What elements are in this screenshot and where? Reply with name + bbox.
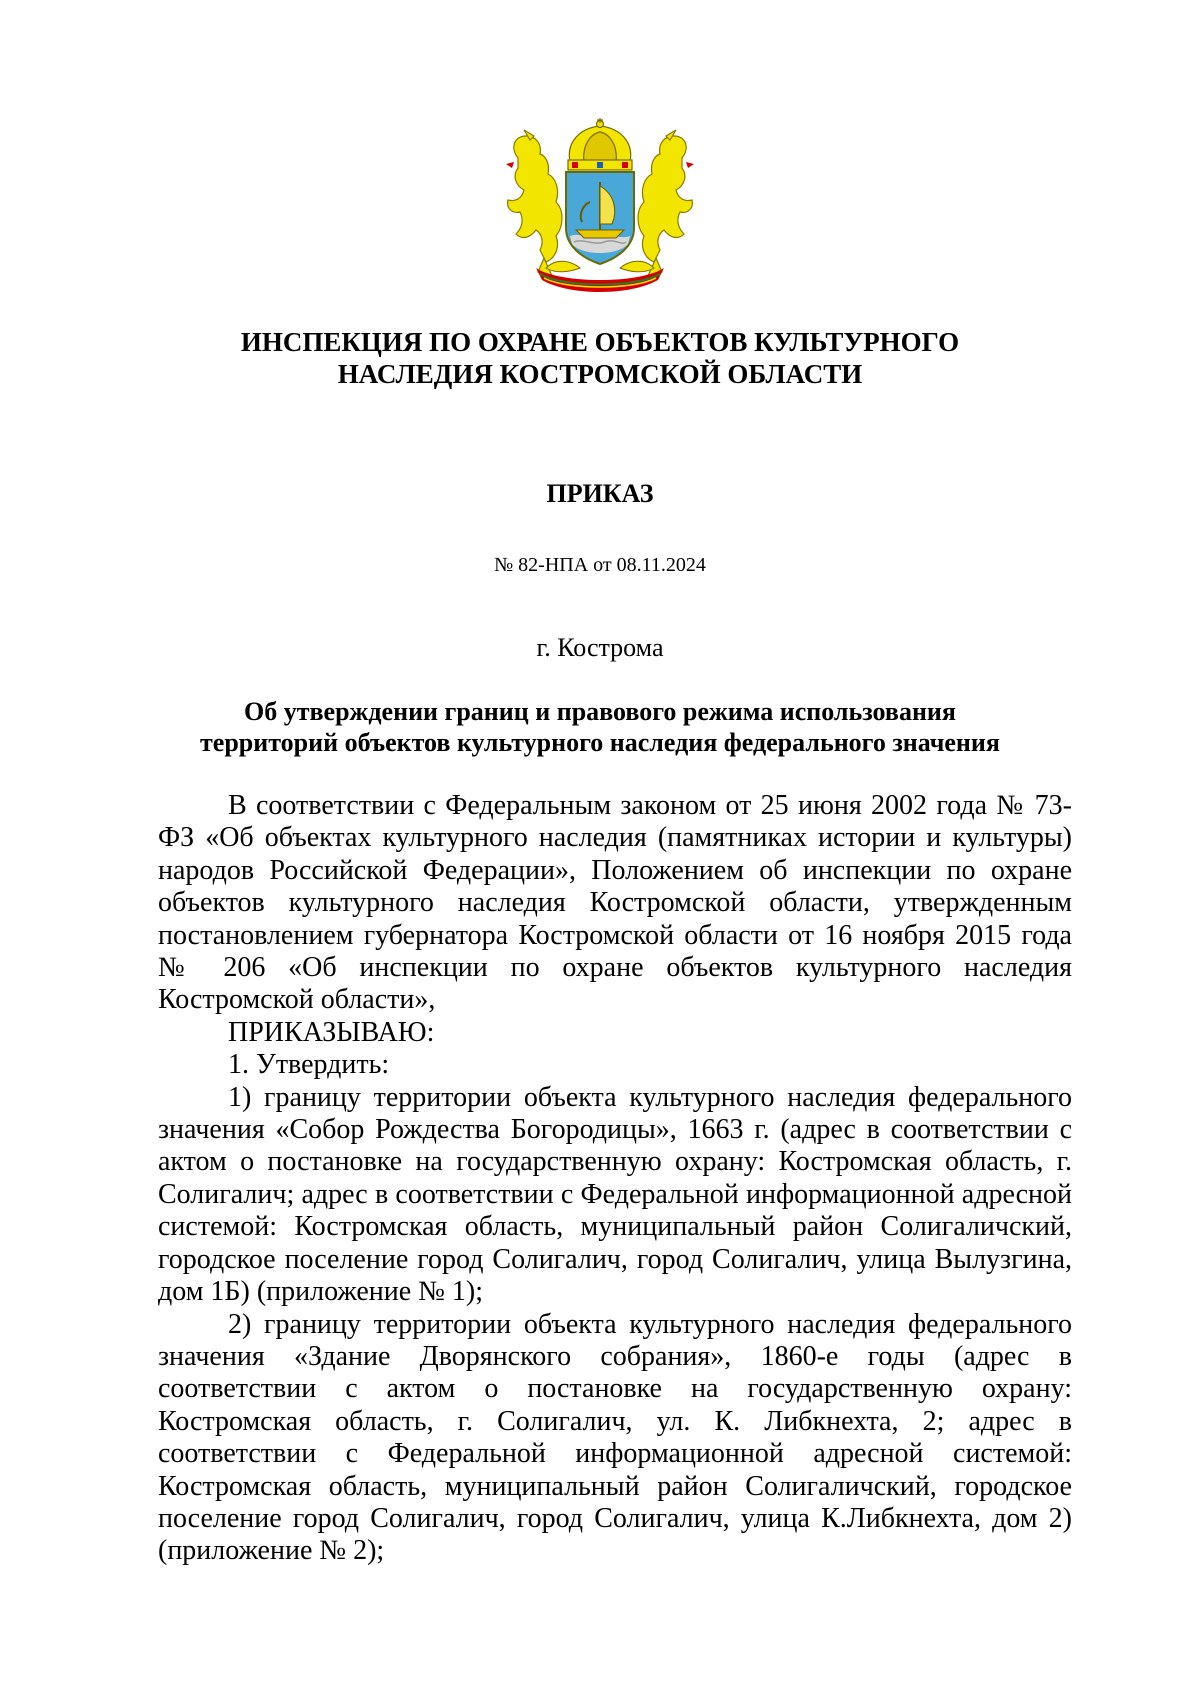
document-type: ПРИКАЗ bbox=[546, 479, 654, 508]
document-number: № 82-НПА от 08.11.2024 bbox=[494, 554, 706, 576]
subject-line1: Об утверждении границ и правового режима использования bbox=[244, 697, 956, 726]
document-city: г. Кострома bbox=[536, 633, 664, 662]
document-body bbox=[158, 790, 1072, 1568]
point-1: 1. Утвердить: bbox=[228, 1049, 390, 1081]
organization-name-line1: ИНСПЕКЦИЯ ПО ОХРАНЕ ОБЪЕКТОВ КУЛЬТУРНОГО bbox=[240, 327, 960, 357]
preamble-paragraph: В соответствии с Федеральным законом от 25 июня 2002 года № 73-ФЗ «Об объектах культурного наследия (памятниках истории и культуры) народов Российской Федерации», Положением об инспекции по охране объектов культурного наследия Костромской области, утвержденным постановлением губернатора Костромской области от 16 ноября 2015 года № 206 «Об инспекции по охране объектов культурного наследия Костромской области», bbox=[158, 790, 1072, 1016]
subject-line2: территорий объектов культурного наследия федерального значения bbox=[200, 728, 1000, 757]
document-subject bbox=[140, 696, 1060, 758]
organization-name bbox=[150, 326, 1050, 390]
coat-of-arms-icon bbox=[500, 118, 700, 294]
subpoint-1: 1) границу территории объекта культурного наследия федерального значения «Собор Рождества Богородицы», 1663 г. (адрес в соответствии с актом о постановке на государственную охрану: Костромская область, г. Солигалич; адрес в соответствии с Федеральной информационной адресной системой: Костромская область, муниципальный район Солигаличский, городское поселение город Солигалич, город Солигалич, улица Вылузгина, дом 1Б) (приложение № 1); bbox=[158, 1081, 1072, 1308]
subpoint-2: 2) границу территории объекта культурного наследия федерального значения «Здание Дворянского собрания», 1860-е годы (адрес в соответствии с актом о постановке на государственную охрану: Костромская область, г. Солигалич, ул. К. Либкнехта, 2; адрес в соответствии с Федеральной информационной адресной системой: Костромская область, муниципальный район Солигаличский, городское поселение город Солигалич, город Солигалич, улица К.Либкнехта, дом 2) (приложение № 2); bbox=[158, 1308, 1072, 1567]
organization-name-line2: НАСЛЕДИЯ КОСТРОМСКОЙ ОБЛАСТИ bbox=[337, 359, 863, 389]
order-word: ПРИКАЗЫВАЮ: bbox=[228, 1016, 435, 1048]
